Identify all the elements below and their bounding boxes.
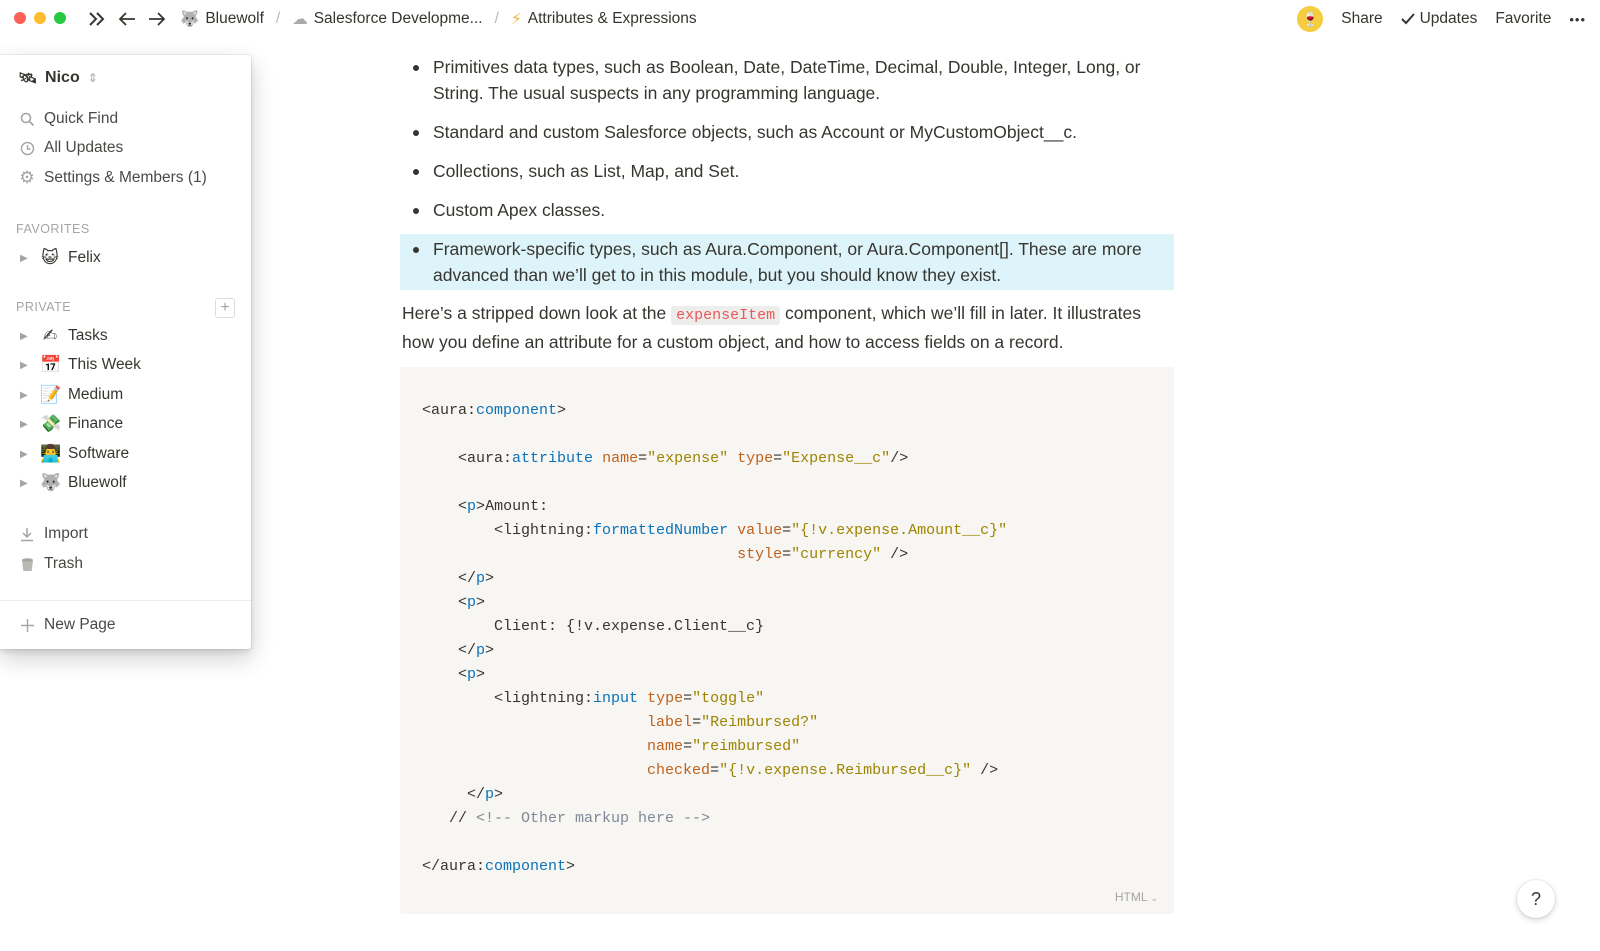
new-page-button[interactable] xyxy=(18,612,116,638)
trash-icon xyxy=(18,555,36,573)
breadcrumb-separator: / xyxy=(494,10,499,27)
satellite-icon: 🛰 xyxy=(18,70,38,87)
sidebar-item-label: Tasks xyxy=(68,327,108,344)
list-item[interactable]: Standard and custom Salesforce objects, such as Account or MyCustomObject__c. xyxy=(400,117,1174,147)
import-button[interactable] xyxy=(18,521,88,547)
toggle-sidebar-icon[interactable] xyxy=(84,6,110,32)
workspace-switcher[interactable] xyxy=(18,69,98,87)
cloud-icon: ☁ xyxy=(292,10,308,28)
private-section-label: PRIVATE xyxy=(16,300,72,314)
sidebar-item-this-week[interactable] xyxy=(20,352,141,378)
sidebar-item-label: Felix xyxy=(68,249,101,266)
favorite-button[interactable]: Favorite xyxy=(1495,10,1552,27)
wine-icon: 🍷 xyxy=(1301,10,1319,27)
sidebar-divider xyxy=(0,600,251,601)
breadcrumb-label: Attributes & Expressions xyxy=(527,10,697,27)
favorites-section-label: FAVORITES xyxy=(16,222,90,236)
user-avatar[interactable] xyxy=(1297,6,1323,32)
share-button[interactable]: Share xyxy=(1341,10,1383,27)
updates-label: Updates xyxy=(1419,10,1478,27)
sidebar-item-software[interactable] xyxy=(20,441,129,467)
wolf-icon: 🐺 xyxy=(40,473,62,492)
title-bar xyxy=(0,0,1600,38)
plus-icon xyxy=(18,616,36,634)
settings-members-button[interactable] xyxy=(18,165,207,191)
expand-triangle-icon[interactable]: ▶ xyxy=(20,330,28,342)
workspace-name: Nico xyxy=(45,69,80,86)
expand-triangle-icon[interactable]: ▶ xyxy=(20,418,28,430)
settings-label: Settings & Members (1) xyxy=(44,169,207,186)
expand-triangle-icon[interactable]: ▶ xyxy=(20,359,28,371)
calendar-icon: 📅 xyxy=(40,355,62,374)
clock-icon xyxy=(18,139,36,157)
more-options-icon[interactable]: ••• xyxy=(1569,11,1586,27)
breadcrumb-label: Salesforce Developme... xyxy=(313,10,483,27)
list-item[interactable]: Custom Apex classes. xyxy=(400,195,1174,225)
cat-icon: 😺 xyxy=(41,248,59,267)
wolf-icon: 🐺 xyxy=(180,10,200,28)
import-label: Import xyxy=(44,525,88,542)
maximize-window-button[interactable] xyxy=(54,12,66,24)
trash-button[interactable] xyxy=(18,551,83,577)
sidebar-item-felix[interactable] xyxy=(20,245,101,271)
paragraph-text: component, which we’ll fill in later. It illustrates how you define an attribute for a custom object, and how to access fields on a record. xyxy=(402,303,1142,352)
breadcrumb-separator: / xyxy=(275,10,281,27)
sidebar-item-label: Medium xyxy=(68,386,124,403)
sidebar-item-bluewolf[interactable] xyxy=(20,470,127,496)
all-updates-label: All Updates xyxy=(44,139,124,156)
back-arrow-icon[interactable] xyxy=(114,6,140,32)
code-block[interactable] xyxy=(400,367,1174,914)
lightning-icon: ⚡ xyxy=(510,10,522,28)
help-button[interactable]: ? xyxy=(1517,880,1555,918)
sidebar xyxy=(0,55,251,649)
paragraph[interactable] xyxy=(400,294,1174,355)
gear-icon: ⚙ xyxy=(19,168,35,187)
breadcrumb-salesforce[interactable] xyxy=(288,8,486,31)
paragraph-text: Here’s a stripped down look at the xyxy=(402,303,672,323)
forward-arrow-icon[interactable] xyxy=(144,6,170,32)
expand-triangle-icon[interactable]: ▶ xyxy=(20,448,28,460)
list-item[interactable]: Primitives data types, such as Boolean, Date, DateTime, Decimal, Double, Integer, Long, or String. The usual suspects in any programming language. xyxy=(400,52,1174,108)
updates-button[interactable] xyxy=(1401,10,1478,28)
close-window-button[interactable] xyxy=(14,12,26,24)
code-language-selector[interactable] xyxy=(1115,890,1158,904)
technologist-icon: 👨‍💻 xyxy=(40,444,62,463)
sidebar-item-label: Bluewolf xyxy=(68,474,127,491)
writing-hand-icon: ✍ xyxy=(42,326,58,345)
quick-find-label: Quick Find xyxy=(44,110,119,127)
code-language-label: HTML xyxy=(1114,890,1148,904)
expand-triangle-icon[interactable]: ▶ xyxy=(20,477,28,489)
search-icon xyxy=(18,110,36,128)
checkmark-icon xyxy=(1401,13,1415,25)
page-content xyxy=(400,38,1174,365)
trash-label: Trash xyxy=(44,555,84,572)
breadcrumb-bluewolf[interactable] xyxy=(176,8,268,31)
window-controls xyxy=(14,12,66,24)
chevron-down-icon: ⌄ xyxy=(1150,893,1158,903)
all-updates-button[interactable] xyxy=(18,135,123,161)
sidebar-item-label: Software xyxy=(68,445,130,462)
inline-code: expenseItem xyxy=(671,306,780,325)
minimize-window-button[interactable] xyxy=(34,12,46,24)
quick-find-button[interactable] xyxy=(18,106,118,132)
new-page-label: New Page xyxy=(44,616,116,633)
download-icon xyxy=(18,525,36,543)
expand-triangle-icon[interactable]: ▶ xyxy=(20,252,28,264)
list-item[interactable]: Collections, such as List, Map, and Set. xyxy=(400,156,1174,186)
money-wings-icon: 💸 xyxy=(40,414,62,433)
breadcrumb xyxy=(176,0,701,38)
breadcrumb-label: Bluewolf xyxy=(205,10,264,27)
chevron-updown-icon: ⇕ xyxy=(87,71,98,85)
list-item-highlighted[interactable]: Framework-specific types, such as Aura.Component, or Aura.Component[]. These are more advanced than we’ll get to in this module, but you should know they exist. xyxy=(400,234,1174,290)
add-private-page-button[interactable]: + xyxy=(215,298,235,318)
sidebar-item-finance[interactable] xyxy=(20,411,123,437)
sidebar-item-label: Finance xyxy=(68,415,124,432)
sidebar-item-medium[interactable] xyxy=(20,382,123,408)
sidebar-item-tasks[interactable] xyxy=(20,323,108,349)
breadcrumb-attributes[interactable] xyxy=(507,8,701,31)
expand-triangle-icon[interactable]: ▶ xyxy=(20,389,28,401)
code-content: <aura:component> <aura:attribute name="expense" type="Expense__c"/> <p>Amount: <lightning:formattedNumber value="{!v.expense.Amount__c}" style="currency" /> </p> <p> Client: {!v.expense.Client__c} </p> <p> <lightning:input type="toggle" label="Reimbursed?" name="reimbursed" checked="{!v.expense.Reimbursed__c}" /> </p> // <!-- Other markup here --> </aura:component> xyxy=(422,402,1008,875)
memo-icon: 📝 xyxy=(40,385,62,404)
sidebar-item-label: This Week xyxy=(68,356,141,373)
